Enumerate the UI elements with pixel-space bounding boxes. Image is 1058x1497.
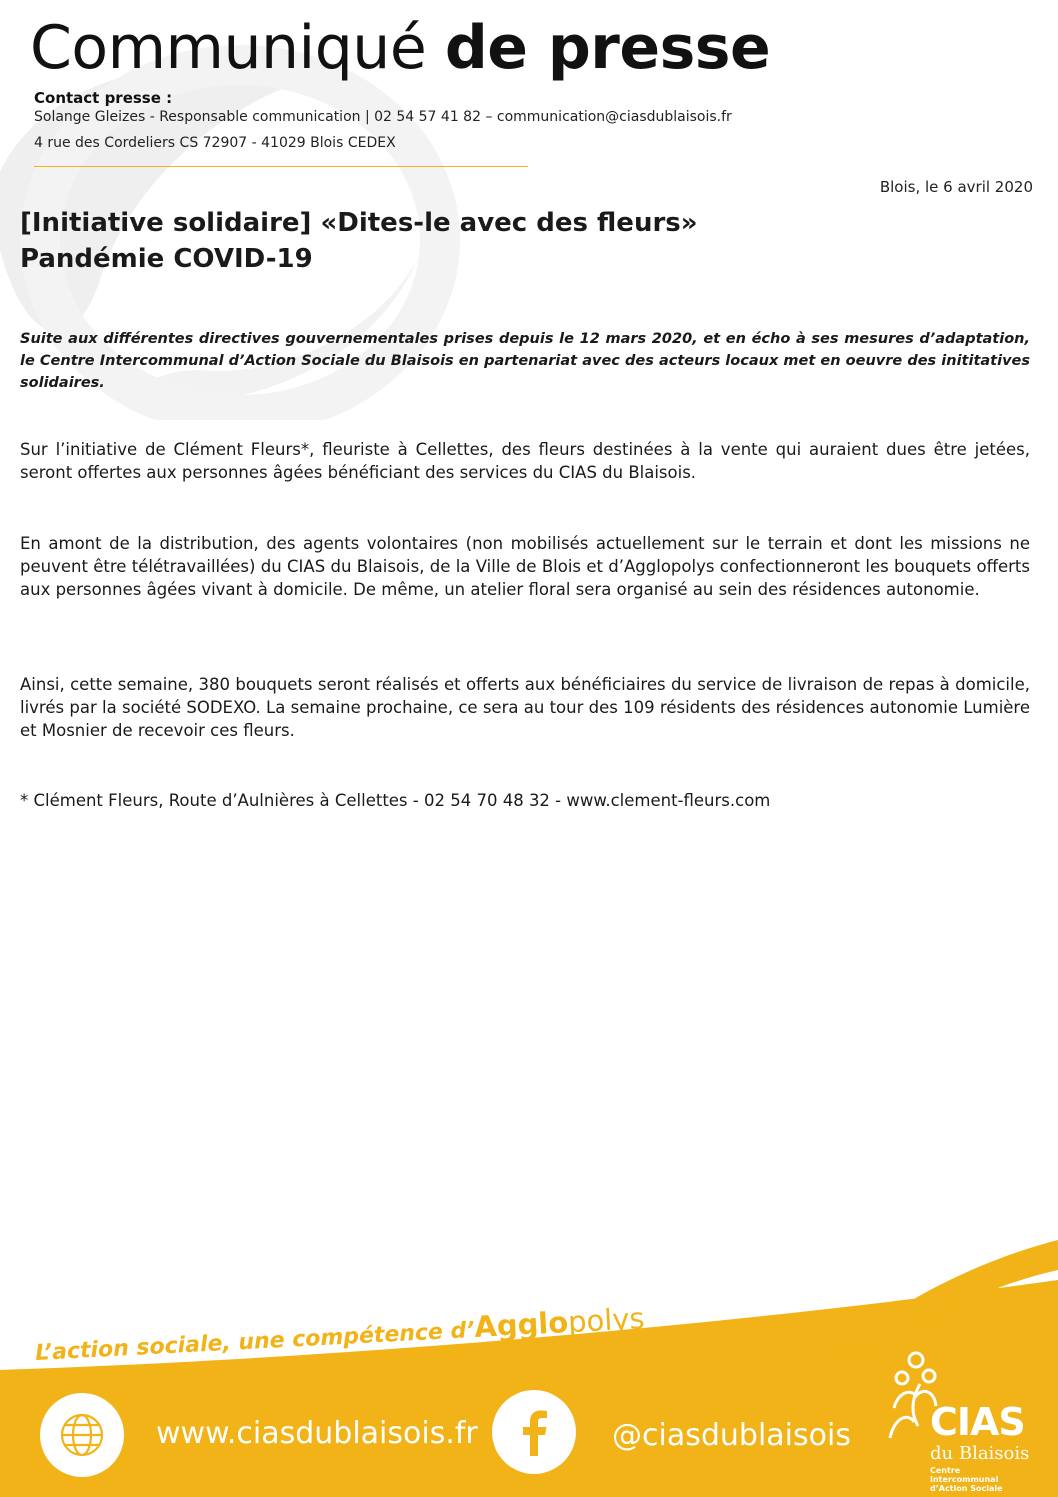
body-paragraph-3: Ainsi, cette semaine, 380 bouquets seront réalisés et offerts aux bénéficiaires du service de livraison de repas à domicile, livrés par la société SODEXO. La semaine prochaine, ce sera au tour des 109 résidents des résidences autonomie Lumière et Mosnier de recevoir ces fleurs. [20, 675, 1030, 740]
intro-paragraph: Suite aux différentes directives gouvernementales prises depuis le 12 mars 2020, et en écho à ses mesures d’adaptation, le Centre Intercommunal d’Action Sociale du Blaisois en partenariat avec des acteurs locaux met en oeuvre des inititatives solidaires. [20, 331, 1030, 391]
social-handle[interactable]: @ciasdublaisois [612, 1418, 851, 1453]
contact-line: Solange Gleizes - Responsable communication | 02 54 57 41 82 – communication@ciasdublaisois.fr [34, 109, 732, 125]
cias-logo-subtitle: du Blaisois [930, 1443, 1030, 1464]
facebook-icon[interactable] [492, 1390, 576, 1474]
body-paragraph-2: En amont de la distribution, des agents volontaires (non mobilisés actuellement sur le terrain et dont les missions ne peuvent être télétravaillées) du CIAS du Blaisois, de la Ville de Blois et d’Agglopolys confectionneront les bouquets offerts aux personnes âgées vivant à domicile. De même, un atelier floral sera organisé au sein des résidences autonomie. [20, 534, 1030, 599]
headline-line-1: [Initiative solidaire] «Dites-le avec des fleurs» [20, 208, 698, 238]
page-title: Communiqué de presse [30, 13, 771, 83]
cias-logo-name: CIAS [930, 1400, 1025, 1444]
footnote: * Clément Fleurs, Route d’Aulnières à Cellettes - 02 54 70 48 32 - www.clement-fleurs.com [20, 791, 771, 810]
divider [34, 166, 528, 167]
slogan: L’action sociale, une compétence d’Agglopolys [34, 1301, 646, 1367]
address-line: 4 rue des Cordeliers CS 72907 - 41029 Blois CEDEX [34, 135, 396, 151]
agglopolys-logo: Agglopolys [473, 1301, 646, 1344]
globe-icon[interactable] [40, 1393, 124, 1477]
contact-label: Contact presse : [34, 89, 173, 107]
website-link[interactable]: www.ciasdublaisois.fr [156, 1416, 478, 1451]
document-date: Blois, le 6 avril 2020 [879, 178, 1033, 196]
body-paragraph-1: Sur l’initiative de Clément Fleurs*, fleuriste à Cellettes, des fleurs destinées à la vente qui auraient dues être jetées, seront offertes aux personnes âgées bénéficiant des services du CIAS du Blaisois. [20, 440, 1030, 482]
headline-line-2: Pandémie COVID-19 [20, 244, 313, 274]
cias-logo-tagline: Centre Intercommunal d’Action Sociale [930, 1466, 1003, 1493]
headline [20, 205, 698, 277]
